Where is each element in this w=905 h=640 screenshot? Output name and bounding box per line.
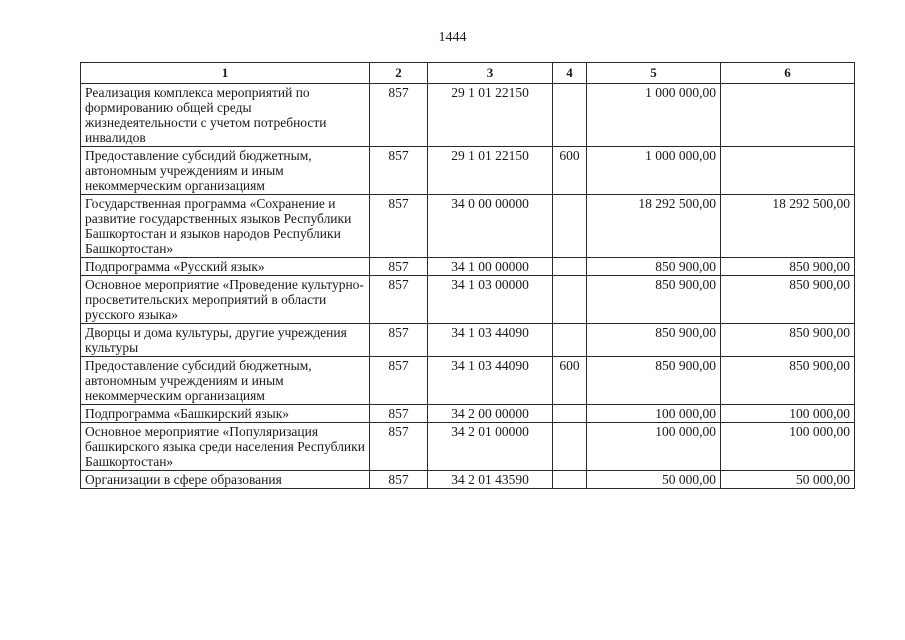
row-expense-type [553, 405, 587, 423]
column-header: 5 [587, 63, 721, 84]
row-amount-6: 50 000,00 [721, 471, 855, 489]
row-target-code: 34 2 01 00000 [428, 423, 553, 471]
row-description: Основное мероприятие «Проведение культурно-просветительских мероприятий в области русского языка» [81, 276, 370, 324]
row-amount-6: 100 000,00 [721, 423, 855, 471]
row-amount-5: 850 900,00 [587, 357, 721, 405]
table-row [81, 471, 855, 489]
row-amount-5: 850 900,00 [587, 324, 721, 357]
row-ministry-code: 857 [370, 84, 428, 147]
row-expense-type: 600 [553, 147, 587, 195]
page-number: 1444 [438, 30, 467, 45]
row-target-code: 34 1 03 44090 [428, 324, 553, 357]
row-amount-5: 1 000 000,00 [587, 147, 721, 195]
row-amount-6 [721, 147, 855, 195]
row-ministry-code: 857 [370, 423, 428, 471]
budget-table [80, 62, 855, 489]
table-row [81, 324, 855, 357]
row-amount-6: 100 000,00 [721, 405, 855, 423]
row-target-code: 34 1 03 00000 [428, 276, 553, 324]
row-ministry-code: 857 [370, 276, 428, 324]
column-header: 6 [721, 63, 855, 84]
row-description: Подпрограмма «Русский язык» [81, 258, 370, 276]
row-expense-type [553, 423, 587, 471]
row-amount-5: 850 900,00 [587, 276, 721, 324]
row-description: Основное мероприятие «Популяризация башкирского языка среди населения Республики Башкортостан» [81, 423, 370, 471]
row-amount-5: 18 292 500,00 [587, 195, 721, 258]
row-amount-6: 850 900,00 [721, 357, 855, 405]
row-description: Организации в сфере образования [81, 471, 370, 489]
row-target-code: 29 1 01 22150 [428, 84, 553, 147]
row-ministry-code: 857 [370, 147, 428, 195]
row-ministry-code: 857 [370, 258, 428, 276]
table-row [81, 423, 855, 471]
row-ministry-code: 857 [370, 324, 428, 357]
row-expense-type [553, 324, 587, 357]
table-header-row [81, 63, 855, 84]
row-ministry-code: 857 [370, 195, 428, 258]
row-target-code: 29 1 01 22150 [428, 147, 553, 195]
row-amount-5: 100 000,00 [587, 423, 721, 471]
column-header: 3 [428, 63, 553, 84]
table-row [81, 147, 855, 195]
column-header: 2 [370, 63, 428, 84]
row-description: Подпрограмма «Башкирский язык» [81, 405, 370, 423]
row-target-code: 34 1 03 44090 [428, 357, 553, 405]
row-expense-type [553, 471, 587, 489]
row-amount-6: 850 900,00 [721, 324, 855, 357]
table-row [81, 258, 855, 276]
row-target-code: 34 1 00 00000 [428, 258, 553, 276]
column-header: 1 [81, 63, 370, 84]
row-amount-5: 50 000,00 [587, 471, 721, 489]
row-amount-6: 850 900,00 [721, 258, 855, 276]
column-header: 4 [553, 63, 587, 84]
table-row [81, 195, 855, 258]
row-description: Предоставление субсидий бюджетным, автономным учреждениям и иным некоммерческим организациям [81, 357, 370, 405]
row-amount-5: 850 900,00 [587, 258, 721, 276]
row-description: Предоставление субсидий бюджетным, автономным учреждениям и иным некоммерческим организациям [81, 147, 370, 195]
table-row [81, 276, 855, 324]
table-row [81, 357, 855, 405]
row-description: Государственная программа «Сохранение и развитие государственных языков Республики Башкортостан и языков народов Республики Башкортостан» [81, 195, 370, 258]
row-expense-type [553, 84, 587, 147]
row-amount-5: 100 000,00 [587, 405, 721, 423]
row-expense-type: 600 [553, 357, 587, 405]
row-description: Дворцы и дома культуры, другие учреждения культуры [81, 324, 370, 357]
row-ministry-code: 857 [370, 471, 428, 489]
table-row [81, 405, 855, 423]
row-ministry-code: 857 [370, 405, 428, 423]
row-amount-6: 18 292 500,00 [721, 195, 855, 258]
row-expense-type [553, 276, 587, 324]
row-amount-6: 850 900,00 [721, 276, 855, 324]
table-row [81, 84, 855, 147]
row-target-code: 34 2 00 00000 [428, 405, 553, 423]
row-amount-6 [721, 84, 855, 147]
row-expense-type [553, 195, 587, 258]
row-amount-5: 1 000 000,00 [587, 84, 721, 147]
row-target-code: 34 0 00 00000 [428, 195, 553, 258]
row-ministry-code: 857 [370, 357, 428, 405]
row-expense-type [553, 258, 587, 276]
row-target-code: 34 2 01 43590 [428, 471, 553, 489]
row-description: Реализация комплекса мероприятий по формированию общей среды жизнедеятельности с учетом потребности инвалидов [81, 84, 370, 147]
